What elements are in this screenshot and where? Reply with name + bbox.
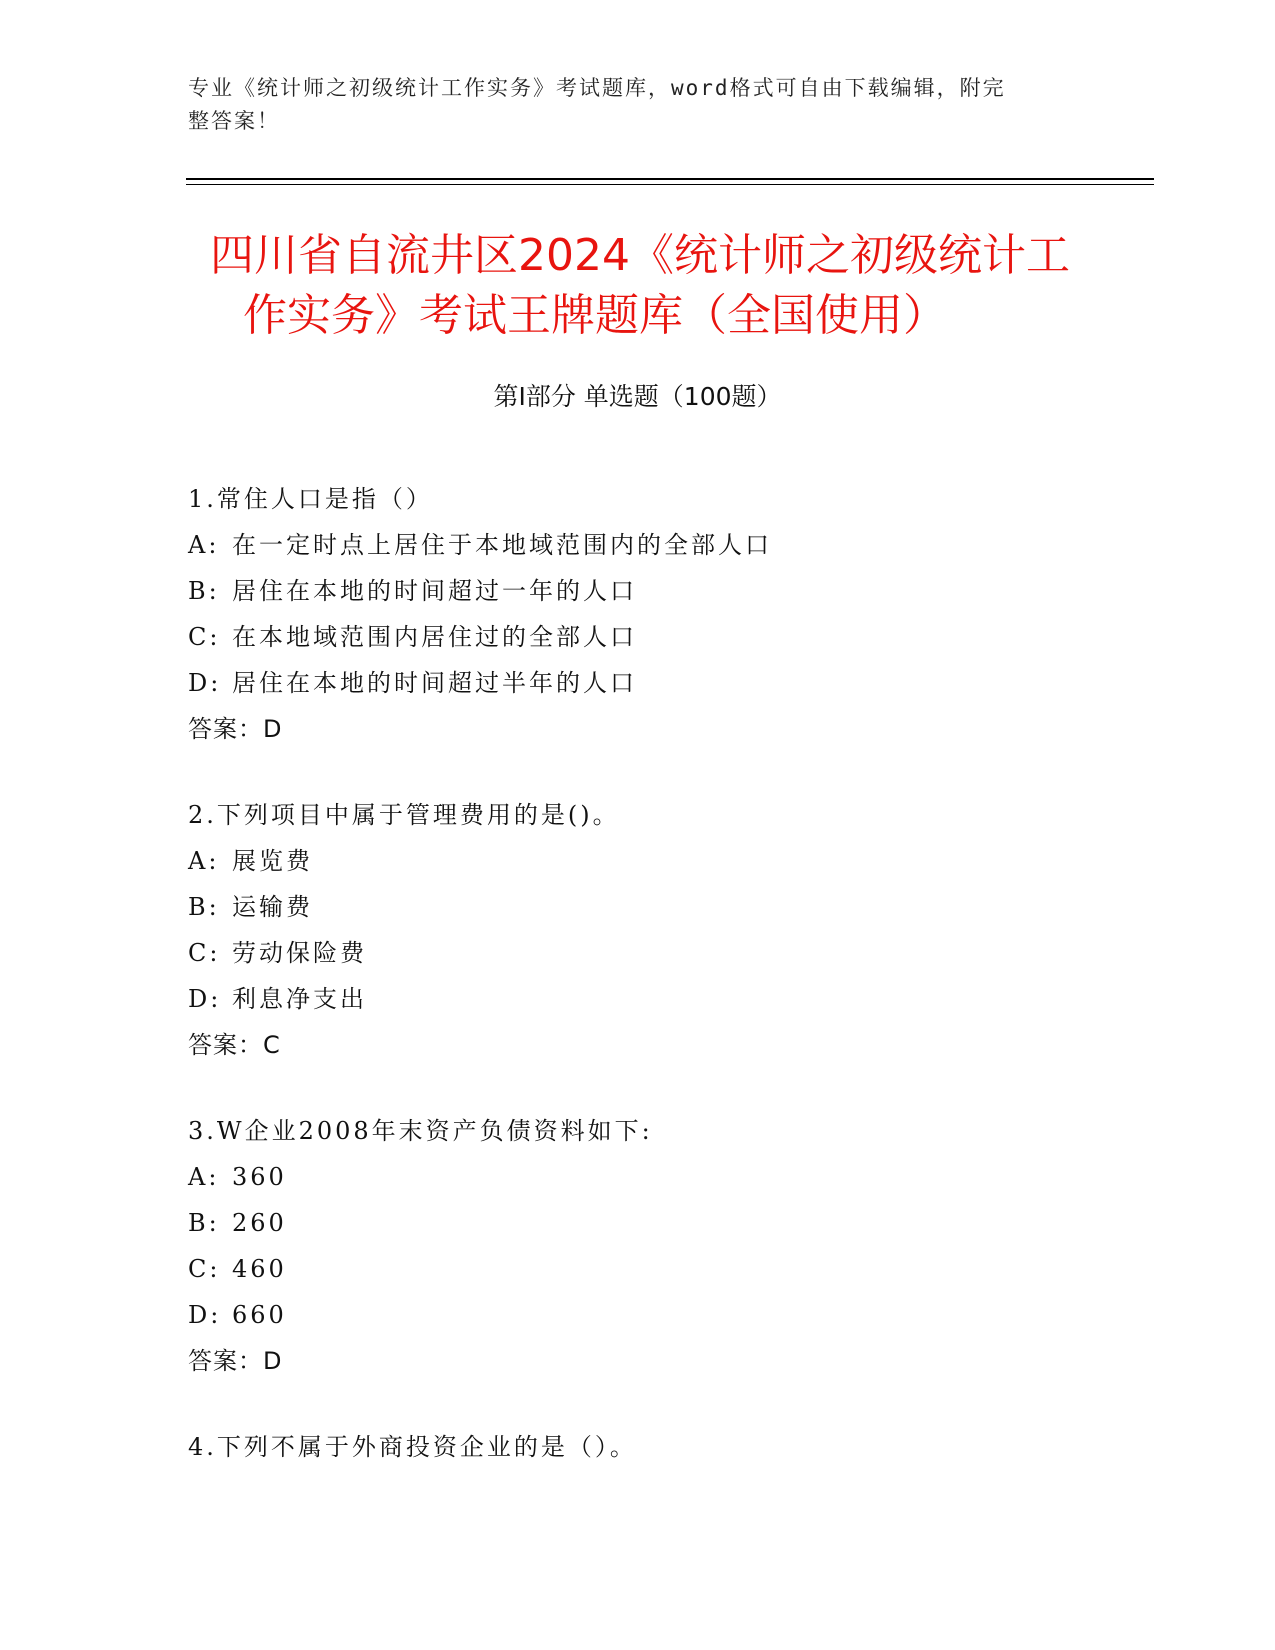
question-stem: 4.下列不属于外商投资企业的是（）。	[188, 1433, 637, 1461]
option-c	[188, 614, 1148, 660]
option-text: 在本地域范围内居住过的全部人口	[232, 623, 637, 651]
option-letter: C:	[188, 939, 221, 967]
question-1	[188, 476, 1148, 752]
option-letter: A:	[188, 1163, 220, 1191]
option-text: 在一定时点上居住于本地域范围内的全部人口	[232, 531, 772, 559]
option-text: 运输费	[232, 893, 313, 921]
option-d	[188, 1292, 1148, 1338]
option-text: 660	[232, 1301, 287, 1329]
question-stem: 1.常住人口是指（）	[188, 485, 433, 513]
option-text: 居住在本地的时间超过一年的人口	[232, 577, 637, 605]
option-a	[188, 1154, 1148, 1200]
question-2	[188, 792, 1148, 1068]
question-stem: 3.W企业2008年末资产负债资料如下:	[188, 1117, 653, 1145]
question-spacer	[188, 1384, 1148, 1424]
answer-line: 答案：D	[188, 715, 283, 743]
document-title-line-1: 四川省自流井区2024《统计师之初级统计工	[210, 230, 1070, 281]
document-title	[160, 226, 1120, 346]
option-b	[188, 568, 1148, 614]
option-d	[188, 660, 1148, 706]
option-letter: D:	[188, 1301, 222, 1329]
answer-line: 答案：C	[188, 1031, 281, 1059]
question-stem: 2.下列项目中属于管理费用的是()。	[188, 801, 620, 829]
section-heading: 第Ⅰ部分 单选题（100题）	[493, 382, 782, 411]
question-spacer	[188, 752, 1148, 792]
option-letter: C:	[188, 623, 221, 651]
option-a	[188, 522, 1148, 568]
option-text: 利息净支出	[232, 985, 367, 1013]
option-letter: B:	[188, 893, 220, 921]
header-note-line-1: 专业《统计师之初级统计工作实务》考试题库，word格式可自由下载编辑，附完	[188, 76, 1006, 100]
option-letter: A:	[188, 531, 220, 559]
option-letter: B:	[188, 577, 220, 605]
option-text: 260	[232, 1209, 287, 1237]
option-text: 居住在本地的时间超过半年的人口	[232, 669, 637, 697]
header-note-line-2: 整答案！	[188, 109, 280, 133]
option-text: 360	[232, 1163, 287, 1191]
header-note	[188, 72, 1088, 138]
header-divider-thin	[186, 184, 1154, 185]
question-spacer	[188, 1068, 1148, 1108]
option-letter: D:	[188, 669, 222, 697]
option-letter: A:	[188, 847, 220, 875]
answer-line: 答案：D	[188, 1347, 283, 1375]
question-list	[188, 476, 1148, 1470]
option-b	[188, 884, 1148, 930]
option-a	[188, 838, 1148, 884]
option-c	[188, 1246, 1148, 1292]
option-letter: C:	[188, 1255, 221, 1283]
document-title-line-2: 作实务》考试王牌题库（全国使用）	[243, 290, 947, 341]
option-text: 460	[232, 1255, 287, 1283]
option-c	[188, 930, 1148, 976]
option-text: 劳动保险费	[232, 939, 367, 967]
option-letter: D:	[188, 985, 222, 1013]
option-letter: B:	[188, 1209, 220, 1237]
question-3	[188, 1108, 1148, 1384]
question-4	[188, 1424, 1148, 1470]
option-text: 展览费	[232, 847, 313, 875]
option-b	[188, 1200, 1148, 1246]
header-divider-thick	[186, 178, 1154, 180]
option-d	[188, 976, 1148, 1022]
